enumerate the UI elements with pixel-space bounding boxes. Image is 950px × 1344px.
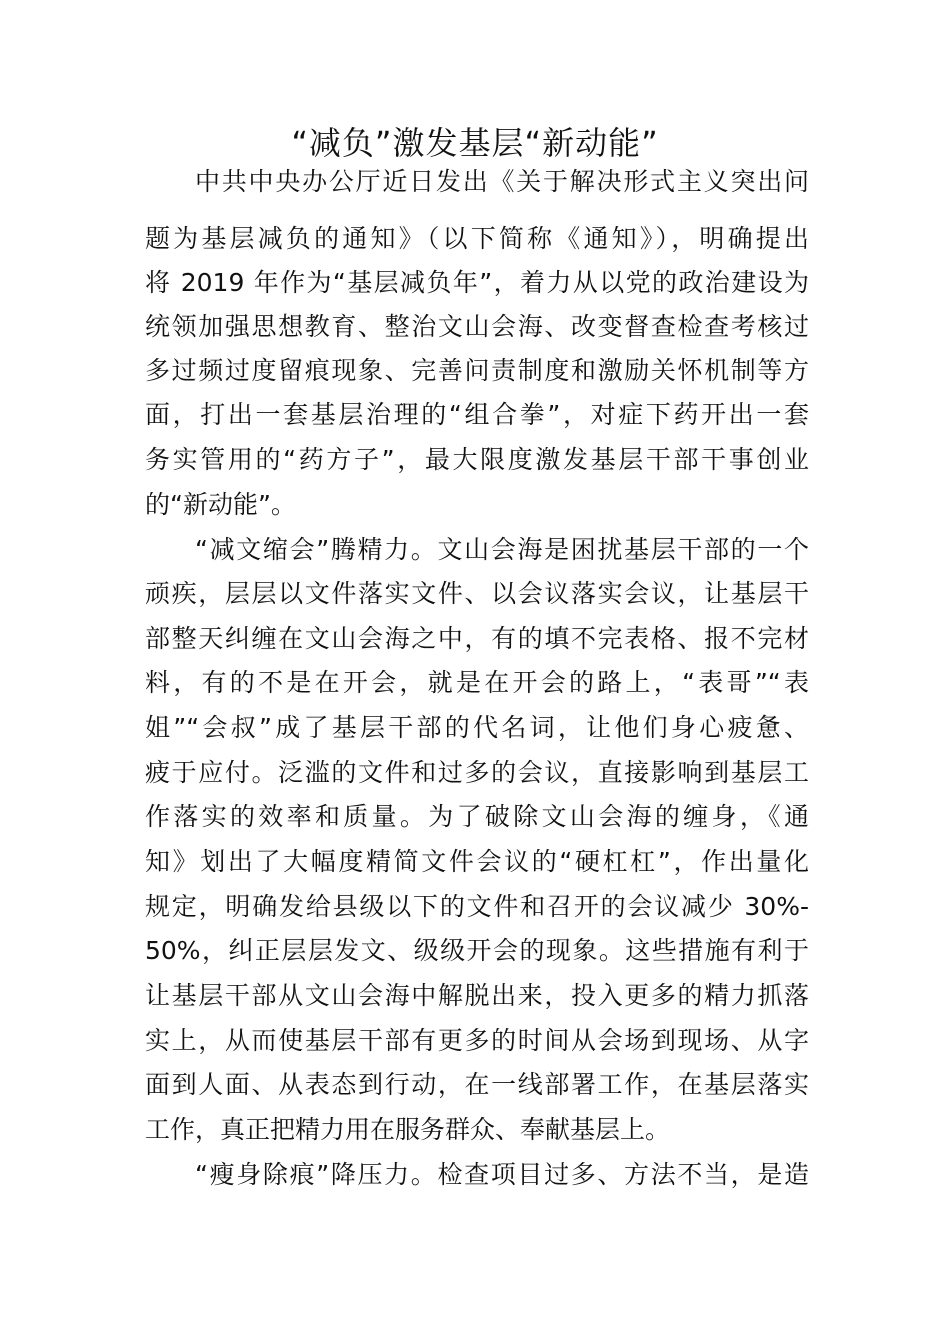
paragraph-line: 多过频过度留痕现象、完善问责制度和激励关怀机制等方 <box>145 356 809 385</box>
paragraph-line: 料，有的不是在开会，就是在开会的路上，“表哥”“表 <box>145 668 809 697</box>
paragraph-line: 部整天纠缠在文山会海之中，有的填不完表格、报不完材 <box>145 624 809 653</box>
paragraph-line: 顽疾，层层以文件落实文件、以会议落实会议，让基层干 <box>145 579 809 608</box>
paragraph-line: 姐”“会叔”成了基层干部的代名词，让他们身心疲惫、 <box>145 713 809 742</box>
paragraph-line: 题为基层减负的通知》（以下简称《通知》），明确提出 <box>145 224 809 253</box>
paragraph-line: 规定，明确发给县级以下的文件和召开的会议减少 30%- <box>145 892 809 921</box>
paragraph-line: 统领加强思想教育、整治文山会海、改变督查检查考核过 <box>145 312 809 341</box>
paragraph-line: 让基层干部从文山会海中解脱出来，投入更多的精力抓落 <box>145 981 809 1010</box>
document-title: “减负”激发基层“新动能” <box>291 124 659 162</box>
paragraph-line: 面，打出一套基层治理的“组合拳”，对症下药开出一套 <box>145 400 809 429</box>
paragraph-line: 疲于应付。泛滥的文件和过多的会议，直接影响到基层工 <box>145 758 809 787</box>
paragraph-line: 知》划出了大幅度精简文件会议的“硬杠杠”，作出量化 <box>145 847 809 876</box>
paragraph-line: “瘦身除痕”降压力。检查项目过多、方法不当，是造 <box>195 1160 809 1189</box>
paragraph-line: 面到人面、从表态到行动，在一线部署工作，在基层落实 <box>145 1070 809 1099</box>
paragraph-line: 中共中央办公厅近日发出《关于解决形式主义突出问 <box>195 167 809 196</box>
paragraph-line: 工作，真正把精力用在服务群众、奉献基层上。 <box>145 1115 671 1144</box>
paragraph-line: “减文缩会”腾精力。文山会海是困扰基层干部的一个 <box>195 535 809 564</box>
paragraph-line: 的“新动能”。 <box>145 490 296 519</box>
paragraph-line: 务实管用的“药方子”，最大限度激发基层干部干事创业 <box>145 445 809 474</box>
paragraph-line: 实上，从而使基层干部有更多的时间从会场到现场、从字 <box>145 1026 809 1055</box>
paragraph-line: 作落实的效率和质量。为了破除文山会海的缠身，《通 <box>145 802 809 831</box>
paragraph-line: 将 2019 年作为“基层减负年”，着力从以党的政治建设为 <box>145 268 809 297</box>
paragraph-line: 50%，纠正层层发文、级级开会的现象。这些措施有利于 <box>145 936 809 965</box>
